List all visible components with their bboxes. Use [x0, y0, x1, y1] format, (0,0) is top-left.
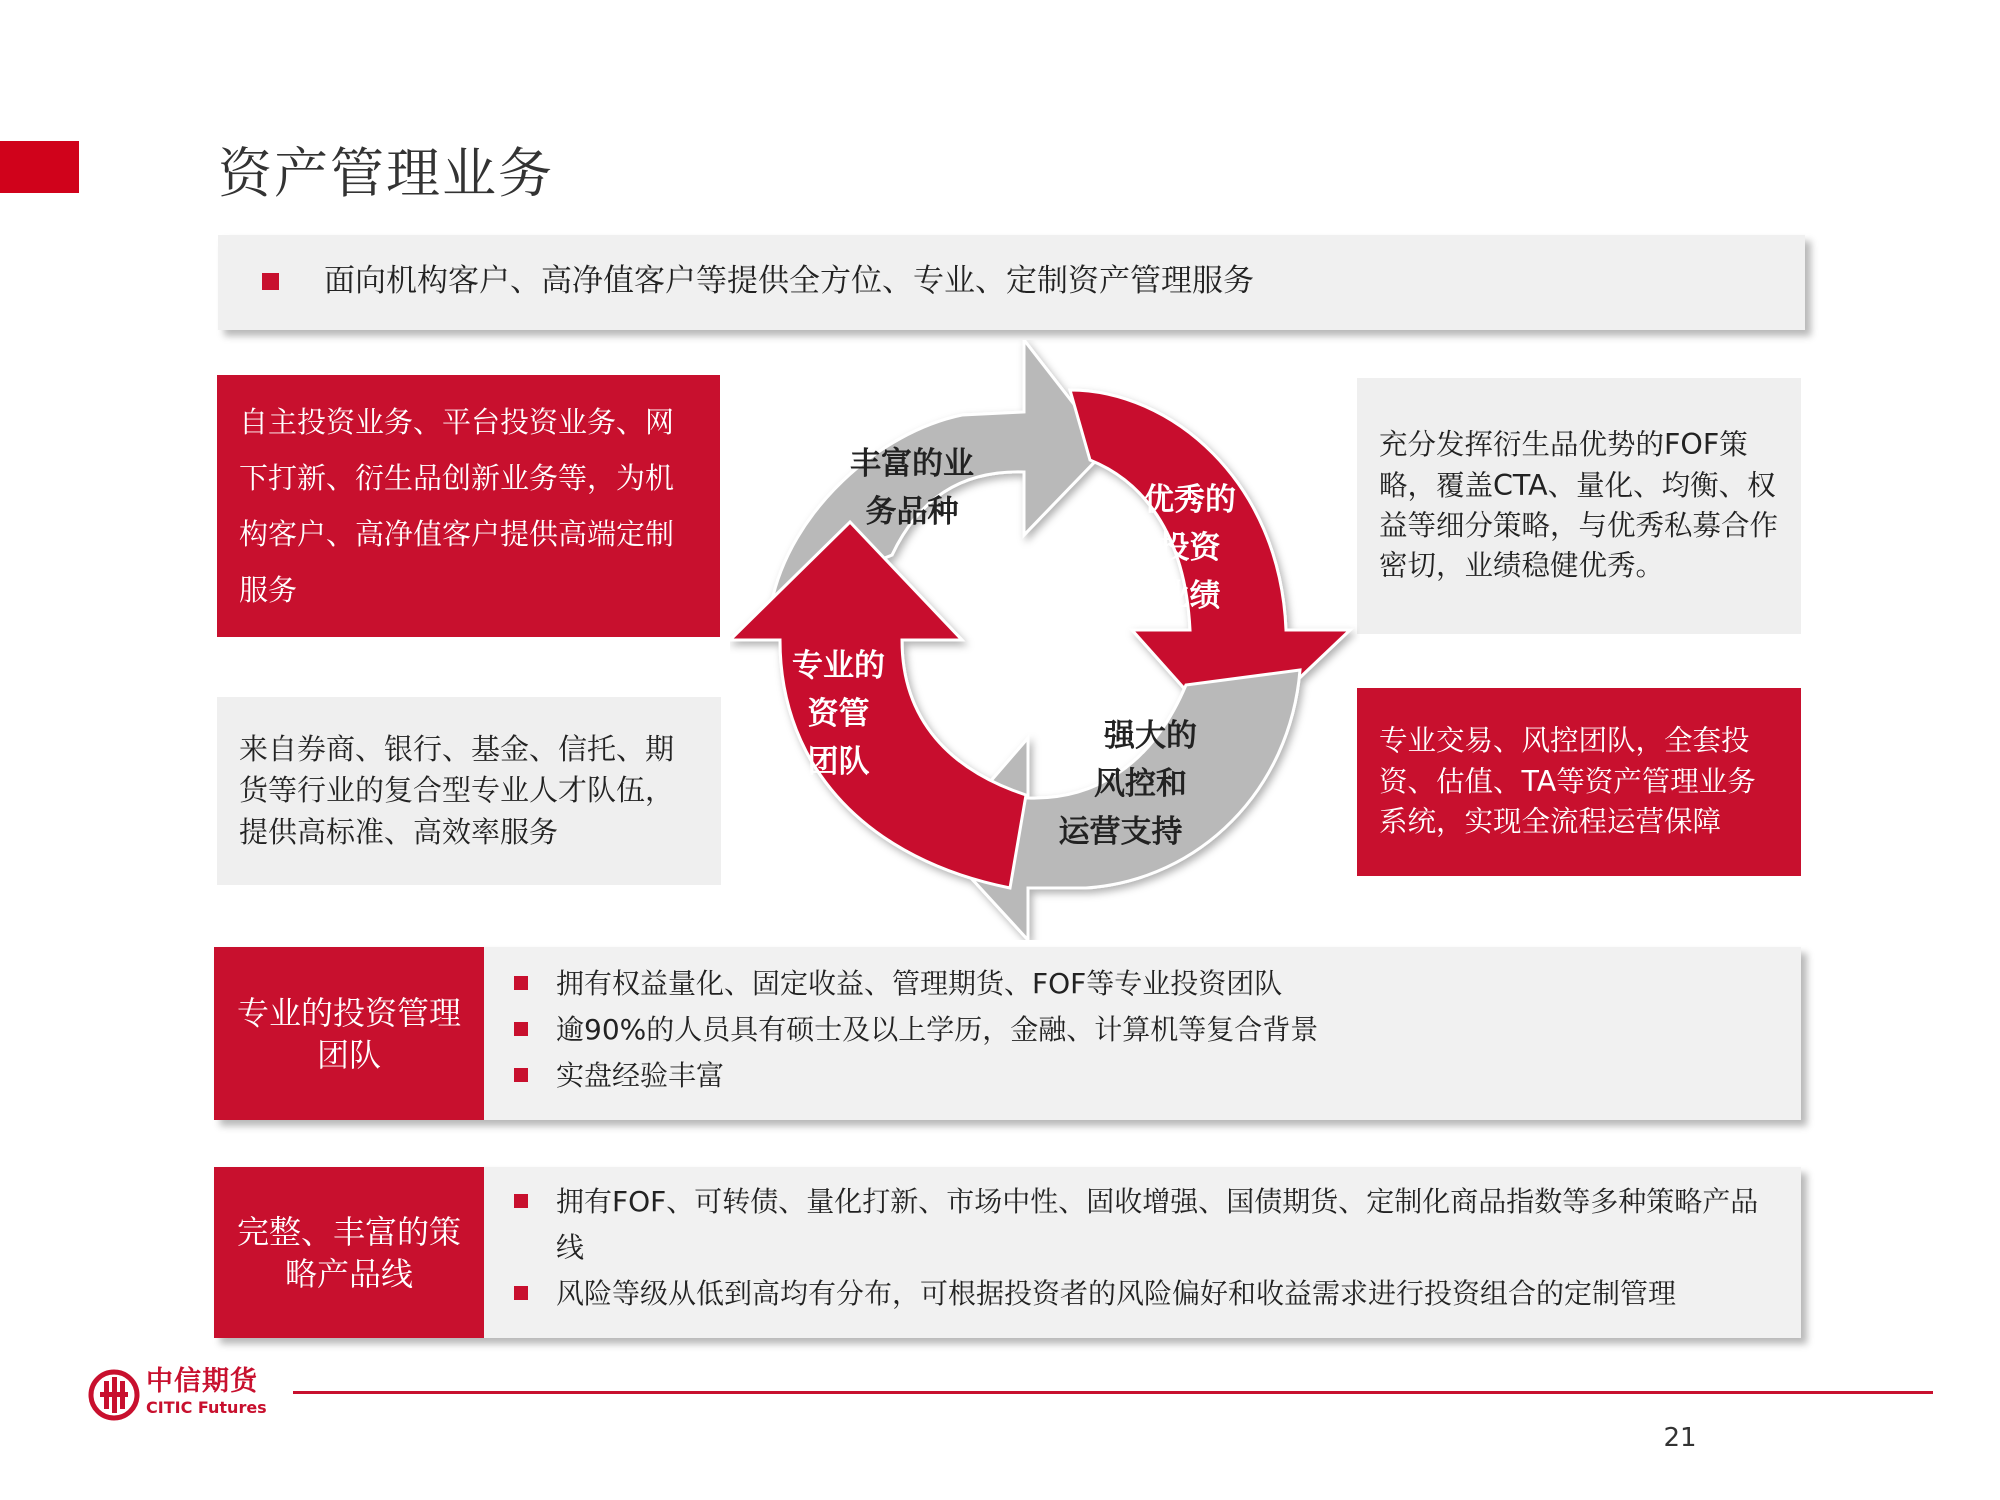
- cycle-label-products: 丰富的业 务品种: [850, 446, 974, 530]
- box-fof-performance: [1357, 378, 1801, 634]
- bullet-item: 拥有权益量化、固定收益、管理期货、FOF等专业投资团队: [514, 961, 1781, 1007]
- bullet-square-icon: [514, 1068, 528, 1082]
- bullet-square-icon: [514, 1194, 528, 1208]
- cycle-label-risk: 强大的 风控和 运营支持: [1058, 718, 1197, 850]
- box-business-types: [217, 375, 720, 637]
- page-number: 21: [1663, 1423, 1697, 1453]
- box-risk-operations: [1357, 688, 1801, 876]
- box-business-types-text: 自主投资业务、平台投资业务、网下打新、衍生品创新业务等，为机构客户、高净值客户提供高端定制服务: [239, 405, 675, 607]
- citic-futures-logo: [88, 1365, 278, 1423]
- box-talent-team-text: 来自券商、银行、基金、信托、期货等行业的复合型专业人才队伍，提供高标准、高效率服务: [239, 732, 675, 849]
- box-fof-performance-text: 充分发挥衍生品优势的FOF策略，覆盖CTA、量化、均衡、权益等细分策略，与优秀私募合作密切，业绩稳健优秀。: [1379, 428, 1779, 583]
- panel-strategy-line-label: 完整、丰富的策略产品线: [214, 1167, 484, 1338]
- bullet-square-icon: [514, 1022, 528, 1036]
- bullet-square-icon: [514, 976, 528, 990]
- box-risk-operations-text: 专业交易、风控团队，全套投资、估值、TA等资产管理业务系统，实现全流程运营保障: [1379, 724, 1756, 839]
- bullet-item: 实盘经验丰富: [514, 1053, 1781, 1099]
- page-title: 资产管理业务: [218, 142, 554, 205]
- panel-investment-team-label: 专业的投资管理团队: [214, 947, 484, 1120]
- logo-text-cn: 中信期货: [146, 1366, 258, 1397]
- title-accent-bar: [0, 141, 79, 193]
- panel-investment-team: [214, 947, 1801, 1120]
- footer-divider: [293, 1391, 1933, 1394]
- bullet-square-icon: [262, 273, 279, 290]
- cycle-label-team: 专业的 资管 团队: [792, 648, 885, 780]
- logo-text-en: CITIC Futures: [146, 1398, 267, 1417]
- intro-text: 面向机构客户、高净值客户等提供全方位、专业、定制资产管理服务: [324, 263, 1254, 299]
- panel-investment-team-bullets: [514, 947, 1781, 1120]
- panel-strategy-line-bullets: [514, 1167, 1781, 1338]
- bullet-square-icon: [514, 1286, 528, 1300]
- citic-logo-icon: [88, 1369, 140, 1421]
- box-talent-team: [217, 697, 721, 885]
- bullet-item: 风险等级从低到高均有分布，可根据投资者的风险偏好和收益需求进行投资组合的定制管理: [514, 1271, 1781, 1317]
- cycle-label-performance: 优秀的 投资 业绩: [1143, 482, 1236, 614]
- bullet-item: 逾90%的人员具有硕士及以上学历，金融、计算机等复合背景: [514, 1007, 1781, 1053]
- cycle-diagram: [730, 340, 1360, 940]
- bullet-item: 拥有FOF、可转债、量化打新、市场中性、固收增强、国债期货、定制化商品指数等多种策略产品线: [514, 1179, 1781, 1271]
- panel-strategy-line: [214, 1167, 1801, 1338]
- intro-banner: [218, 235, 1805, 330]
